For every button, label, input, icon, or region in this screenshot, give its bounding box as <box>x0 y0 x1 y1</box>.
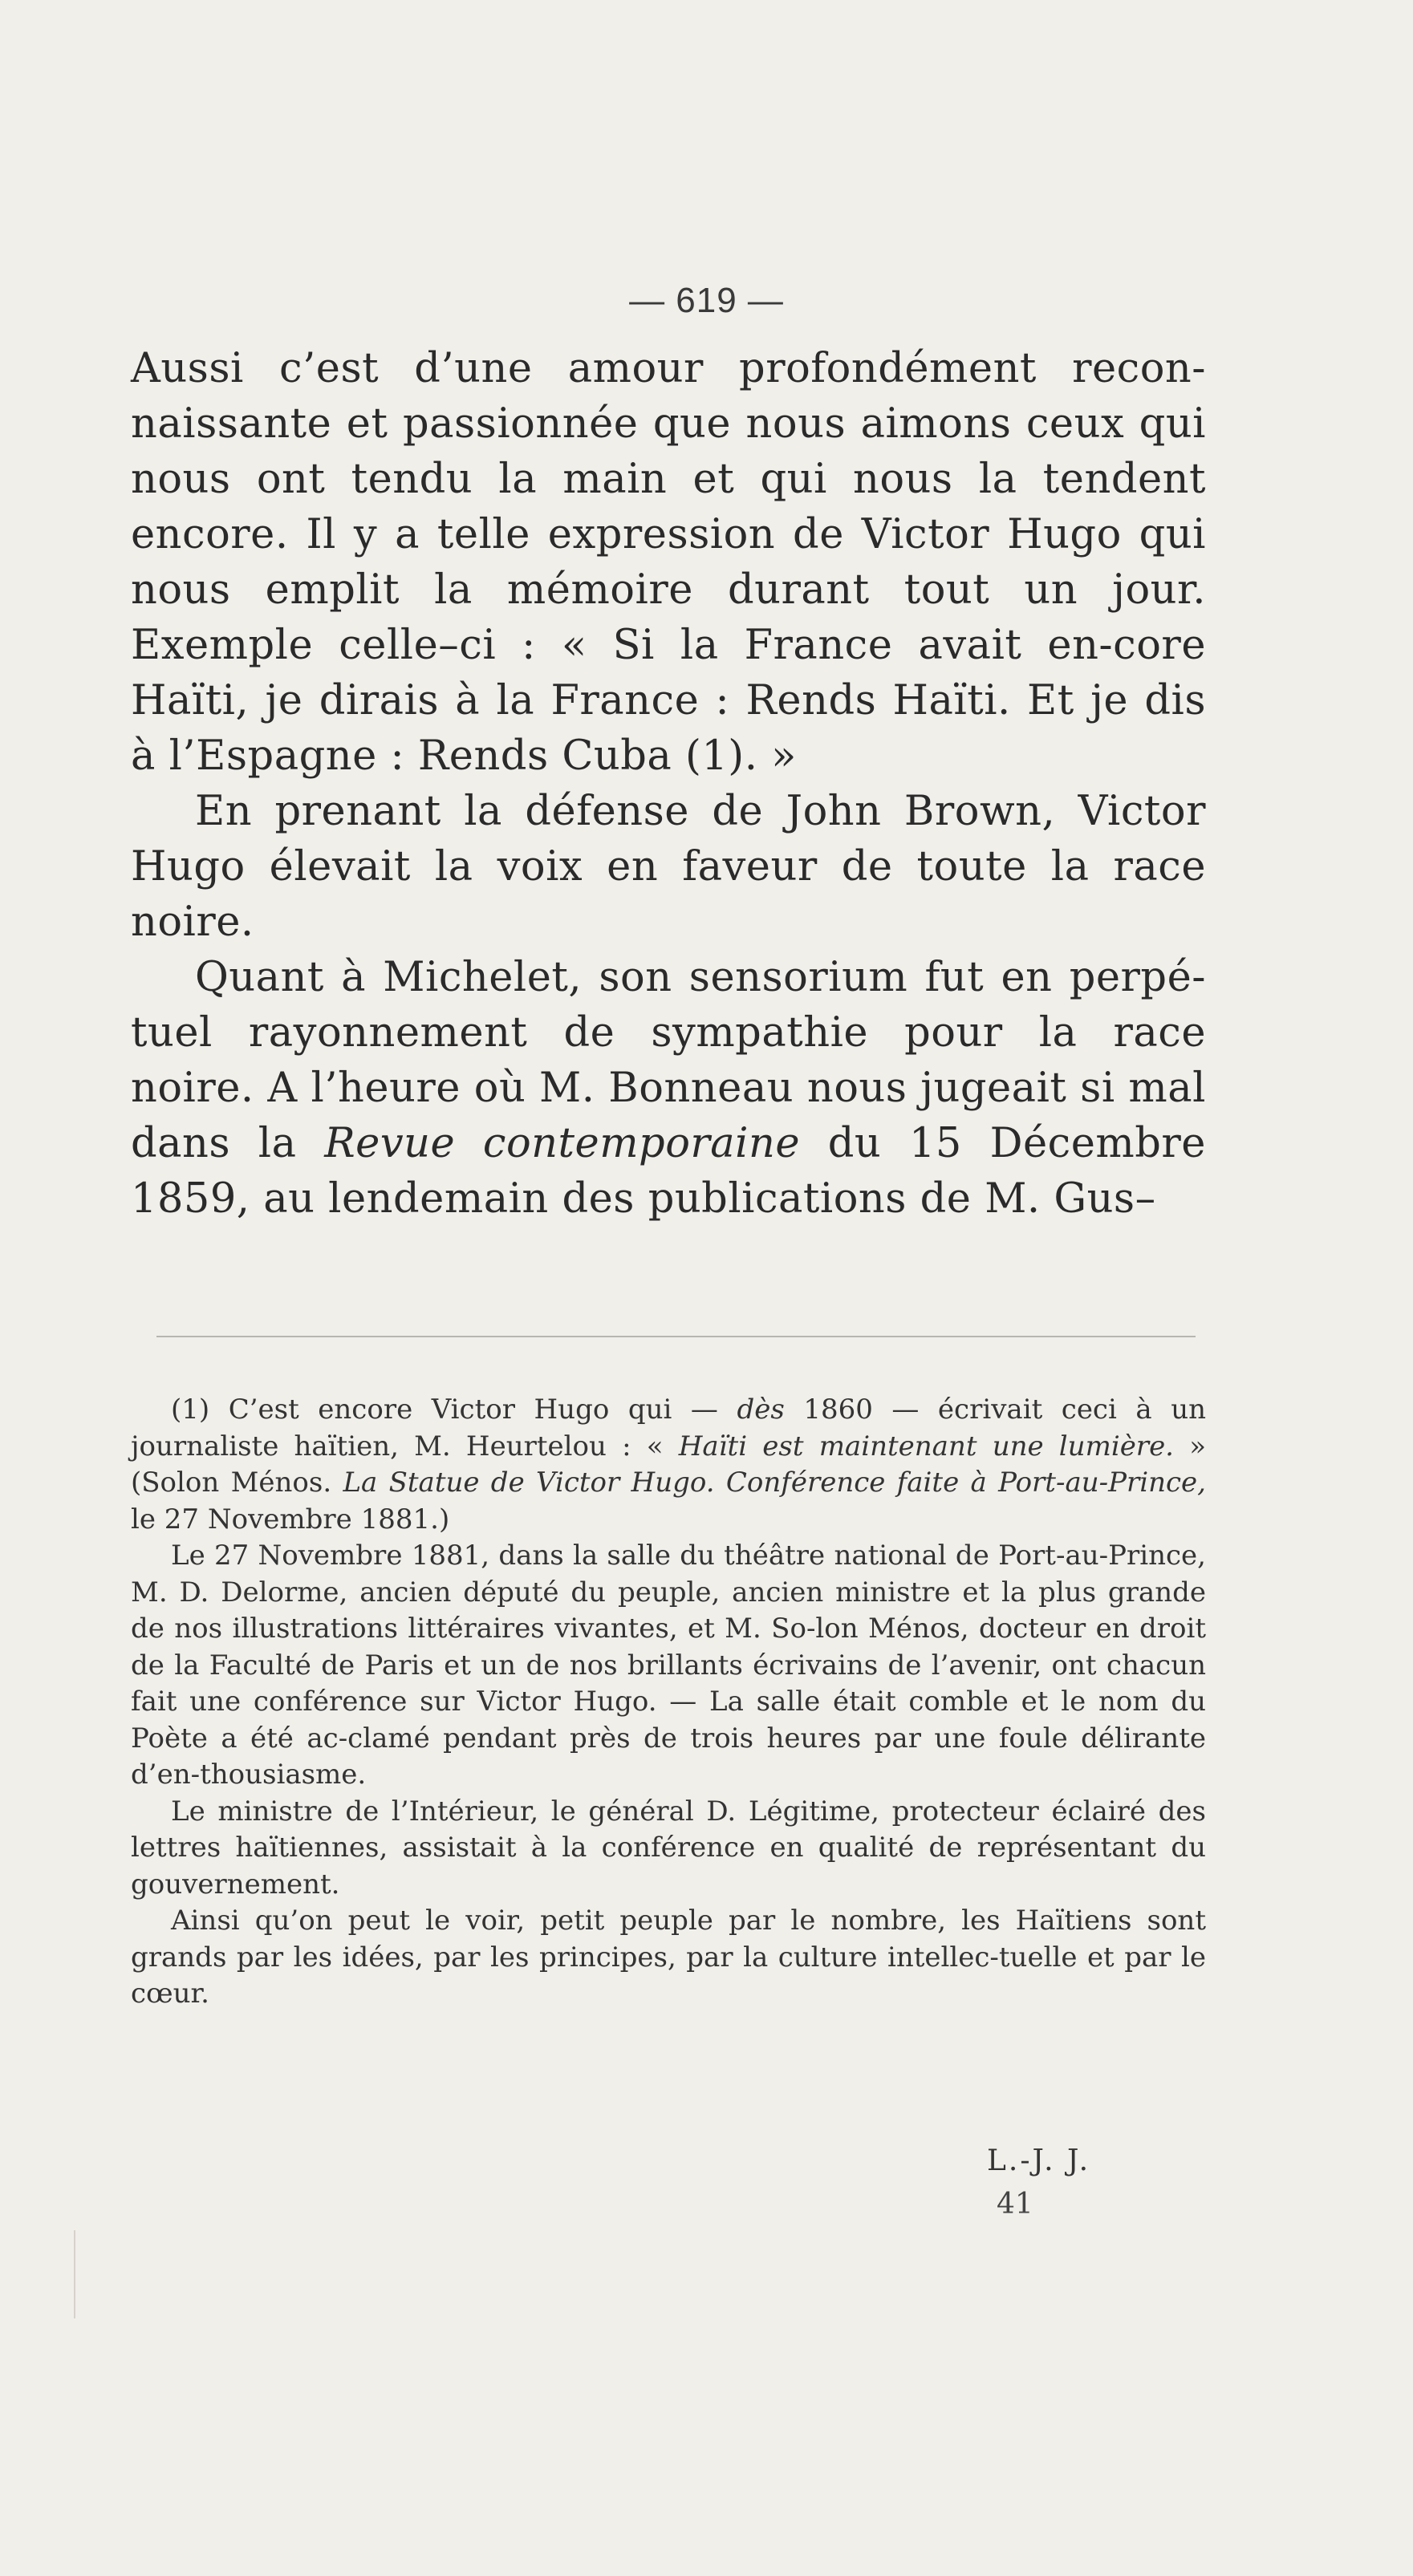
footnotes <box>131 1392 1206 2013</box>
footnote-1 <box>131 1392 1206 1538</box>
paragraph-2: En prenant la défense de John Brown, Victor Hugo élevait la voix en faveur de toute la race noire. <box>131 788 1206 946</box>
footnote-1-part-e: » (Solon Ménos. <box>131 1430 1206 1499</box>
journal-title: Revue contemporaine <box>324 1120 801 1167</box>
paragraph-3-text-end: du 15 Décembre 1859, au lendemain des publications de M. Gus– <box>131 1120 1206 1223</box>
paper-edge-mark <box>74 2230 75 2318</box>
footnote-1-quote: Haïti est maintenant une lumière. <box>678 1430 1174 1462</box>
footnote-1-italic-des: dès <box>737 1393 785 1426</box>
paragraph-3 <box>131 950 1206 1227</box>
footnote-1-citation: La Statue de Victor Hugo. Conférence faite à Port-au-Prince, <box>343 1466 1206 1499</box>
footnote-divider <box>156 1336 1196 1337</box>
sheet-number: 41 <box>997 2188 1033 2221</box>
footnote-1-part-c: 1860 — écrivait ceci à un journaliste haïtien, M. Heurtelou : « <box>131 1393 1206 1462</box>
footnote-2: Le 27 Novembre 1881, dans la salle du théâtre national de Port-au-Prince, M. D. Delorme, ancien député du peuple, ancien ministre et la plus grande de nos illustrations littéraires vivantes, et M. So-lon Ménos, docteur en droit de la Faculté de Paris et un de nos brillants écrivains de l’avenir, ont chacun fait une conférence sur Victor Hugo. — La salle était comble et le nom du Poète a été ac-clamé pendant près de trois heures par une foule délirante d’en-thousiasme. <box>131 1540 1206 1791</box>
footnote-1-part-g: le 27 Novembre 1881.) <box>131 1503 450 1535</box>
page-number: — 619 — <box>629 281 784 320</box>
paragraph-3-text-start: Quant à Michelet, son sensorium fut en perpé-tuel rayonnement de sympathie pour la race noire. A l’heure où M. Bonneau nous jugeait si mal dans la <box>131 954 1206 1167</box>
footnote-3: Le ministre de l’Intérieur, le général D. Légitime, protecteur éclairé des lettres haïtiennes, assistait à la conférence en qualité de représentant du gouvernement. <box>131 1795 1206 1901</box>
author-signature: L.-J. J. <box>987 2144 1091 2177</box>
footnote-4: Ainsi qu’on peut le voir, petit peuple par le nombre, les Haïtiens sont grands par les idées, par les principes, par la culture intellec-tuelle et par le cœur. <box>131 1905 1206 2010</box>
footnote-1-part-a: (1) C’est encore Victor Hugo qui — <box>171 1393 737 1426</box>
main-text <box>131 341 1206 1227</box>
paragraph-1: Aussi c’est d’une amour profondément recon-naissante et passionnée que nous aimons ceux qui nous ont tendu la main et qui nous la tendent encore. Il y a telle expression de Victor Hugo qui nous emplit la mémoire durant tout un jour. Exemple celle–ci : « Si la France avait en-core Haïti, je dirais à la France : Rends Haïti. Et je dis à l’Espagne : Rends Cuba (1). » <box>131 345 1206 780</box>
